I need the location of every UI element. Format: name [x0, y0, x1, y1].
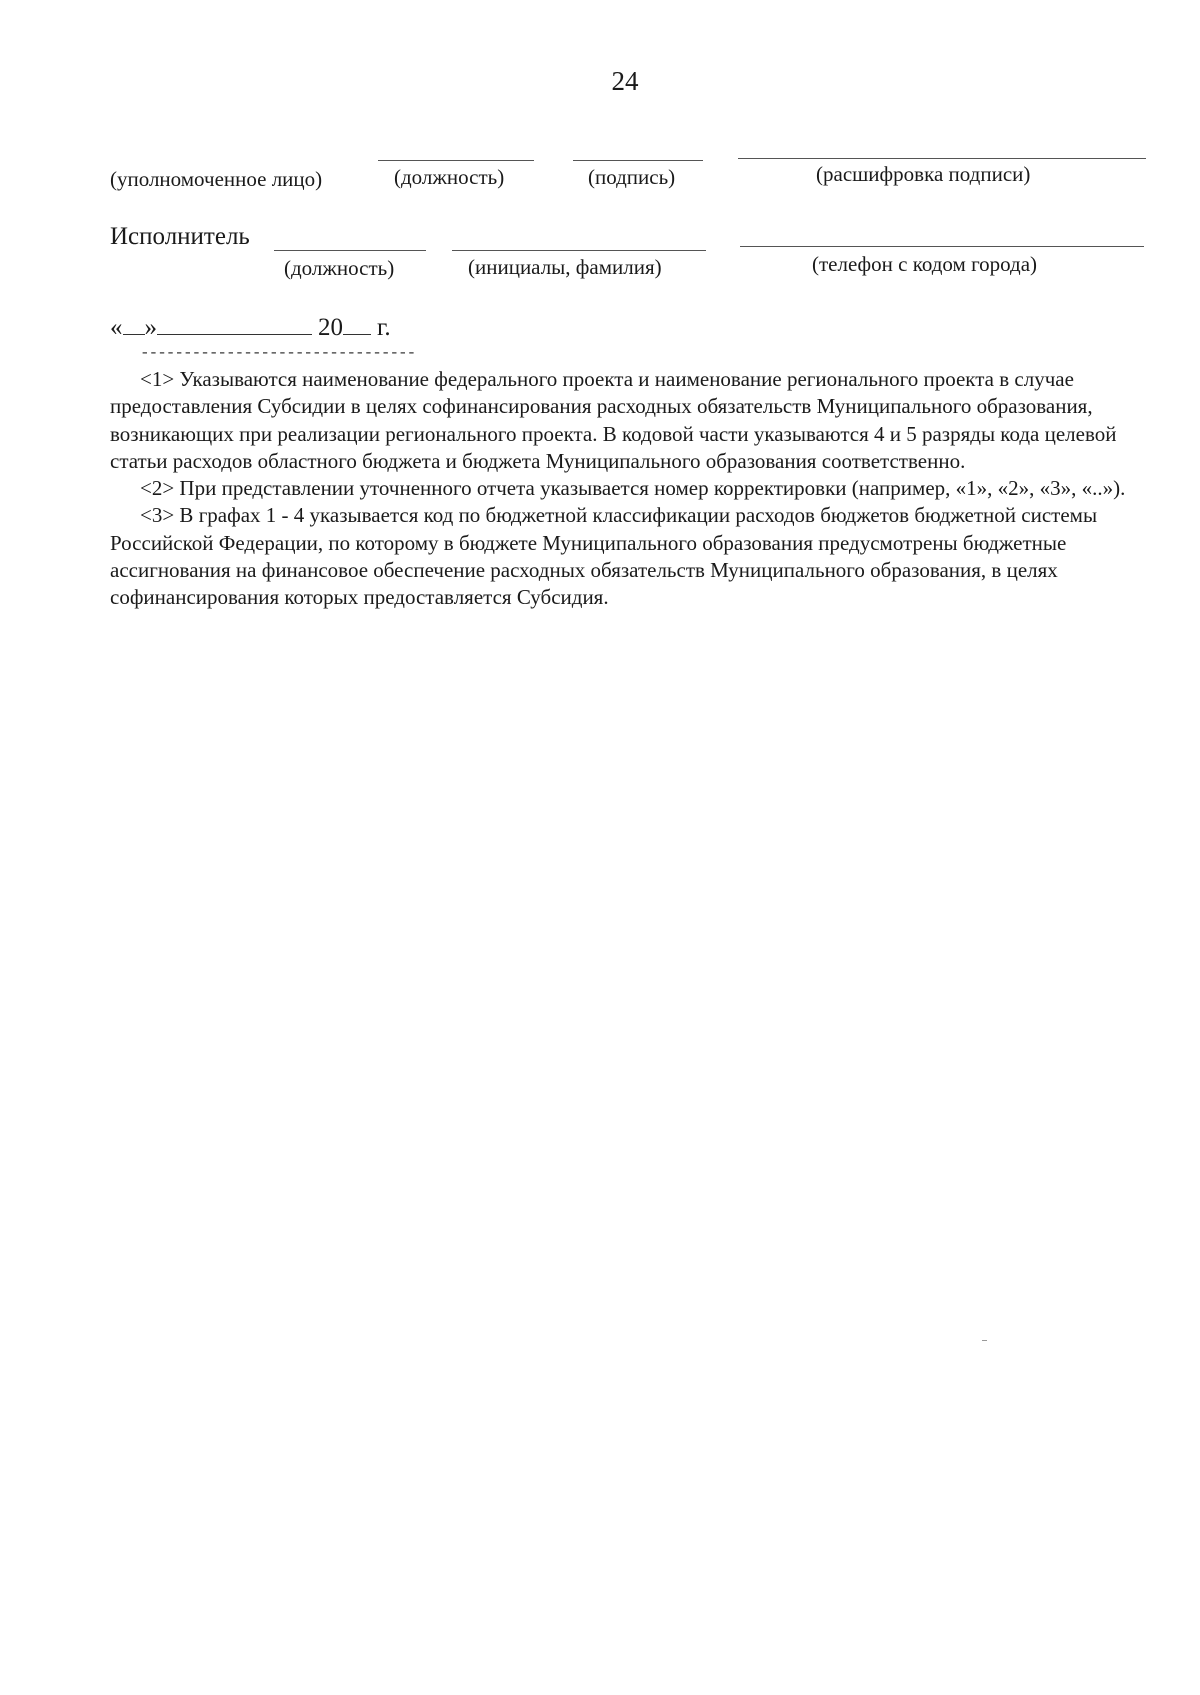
executor-phone-blank-line [740, 246, 1144, 247]
day-blank [123, 316, 145, 335]
signature-caption: (подпись) [588, 165, 676, 189]
month-blank [157, 316, 312, 335]
position-blank-line [378, 160, 534, 161]
page-number: 24 [611, 66, 639, 96]
year-blank [343, 316, 371, 335]
scan-speck [982, 1340, 987, 1341]
date-close-quote: » [144, 314, 157, 341]
footnote-separator: -------------------------------- [140, 344, 416, 362]
footnote-1: <1> Указываются наименование федерального проекта и наименование регионального проекта в случае предоставления Субсидии в целях софинансирования расходных обязательств Муниципального образования, возникающих при реализации регионального проекта. В кодовой части указываются 4 и 5 разряды кода целевой статьи расходов областного бюджета и бюджета Муниципального образования соответственно. [110, 367, 1117, 473]
executor-label: Исполнитель [110, 223, 250, 250]
executor-position-caption: (должность) [284, 256, 395, 280]
authorized-person-caption: (уполномоченное лицо) [110, 167, 323, 191]
year-prefix: 20 [318, 314, 343, 341]
footnote-3: <3> В графах 1 - 4 указывается код по бюджетной классификации расходов бюджетов бюджетной системы Российской Федерации, по которому в бюджете Муниципального образования предусмотрены бюджетные ассигнования на финансовое обеспечение расходных обязательств Муниципального образования, в целях софинансирования которых предоставляется Субсидия. [110, 503, 1098, 610]
date-open-quote: « [110, 314, 123, 341]
executor-position-blank-line [274, 250, 426, 251]
footnotes [110, 366, 1150, 612]
year-suffix: г. [377, 314, 391, 341]
signature-blank-line [573, 160, 703, 161]
date-line [110, 315, 391, 340]
executor-name-blank-line [452, 250, 706, 251]
executor-phone-caption: (телефон с кодом города) [812, 252, 1038, 276]
executor-name-caption: (инициалы, фамилия) [468, 255, 662, 279]
position-caption: (должность) [394, 165, 505, 189]
signature-transcript-blank-line [738, 158, 1146, 159]
signature-transcript-caption: (расшифровка подписи) [816, 162, 1031, 186]
footnote-2: <2> При представлении уточненного отчета указывается номер корректировки (например, «1», «2», «3», «..»). [140, 476, 1126, 501]
